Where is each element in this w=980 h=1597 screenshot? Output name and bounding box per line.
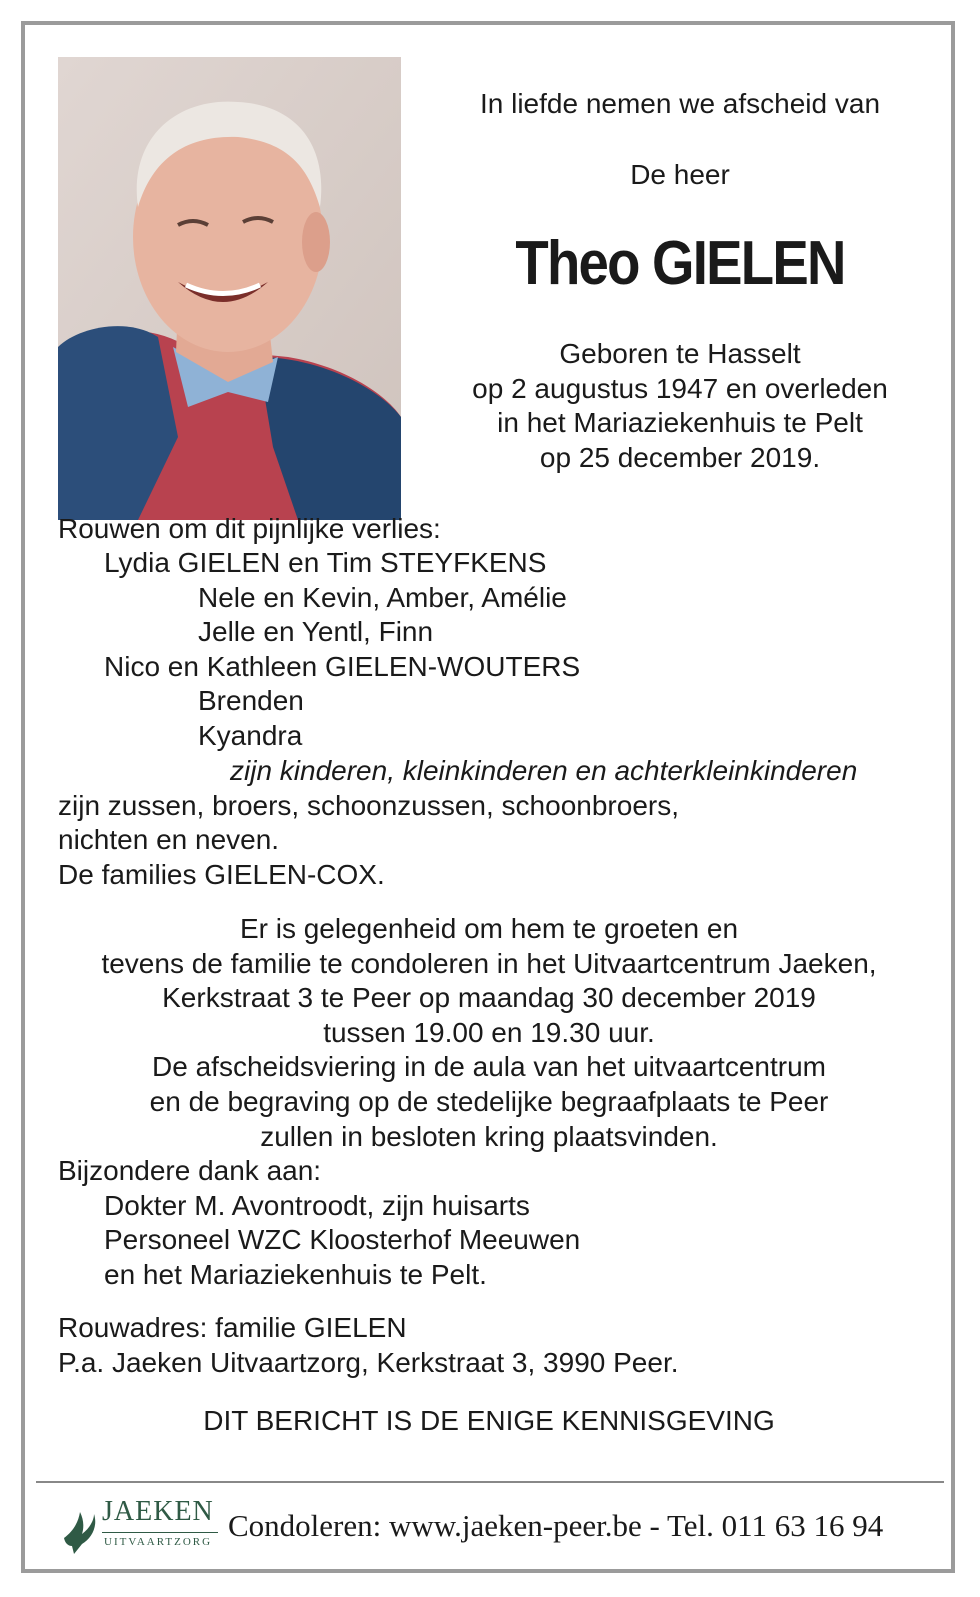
address-line: P.a. Jaeken Uitvaartzorg, Kerkstraat 3, 3990 Peer.	[58, 1347, 679, 1378]
thanks-item: Dokter M. Avontroodt, zijn huisarts	[104, 1190, 530, 1221]
logo-name: JAEKEN	[102, 1496, 214, 1527]
intro-text: In liefde nemen we afscheid van	[479, 88, 881, 119]
notice-text: DIT BERICHT IS DE ENIGE KENNISGEVING	[203, 1405, 775, 1436]
birth-line: op 2 augustus 1947 en overleden	[472, 373, 888, 404]
mourners-families: De families GIELEN-COX.	[58, 859, 385, 890]
deceased-name: Theo GIELEN	[515, 229, 845, 298]
mourner-grandchild: Kyandra	[198, 720, 303, 751]
title-prefix: De heer	[630, 159, 730, 190]
mourner-child: Lydia GIELEN en Tim STEYFKENS	[104, 547, 547, 578]
contact-info: Condoleren: www.jaeken-peer.be - Tel. 011 63 16 94	[228, 1508, 884, 1543]
mourners-relation: zijn kinderen, kleinkinderen en achterkleinkinderen	[230, 755, 858, 786]
birth-line: op 25 december 2019.	[539, 442, 821, 473]
footer-divider	[36, 1481, 944, 1483]
birth-line: Geboren te Hasselt	[559, 338, 801, 369]
thanks-item: Personeel WZC Kloosterhof Meeuwen	[104, 1224, 581, 1255]
ceremony-line: tussen 19.00 en 19.30 uur.	[323, 1017, 655, 1048]
portrait-photo	[58, 57, 401, 520]
mourners-siblings: nichten en neven.	[58, 824, 280, 855]
ceremony-line: en de begraving op de stedelijke begraafplaats te Peer	[149, 1086, 829, 1117]
address-line: Rouwadres: familie GIELEN	[58, 1312, 407, 1343]
birth-line: in het Mariaziekenhuis te Pelt	[497, 407, 863, 438]
ceremony-line: De afscheidsviering in de aula van het uitvaartcentrum	[152, 1051, 826, 1082]
mourner-child: Nico en Kathleen GIELEN-WOUTERS	[104, 651, 581, 682]
logo-rule	[102, 1532, 218, 1533]
thanks-heading: Bijzondere dank aan:	[58, 1155, 322, 1186]
jaeken-logo	[60, 1498, 220, 1558]
ceremony-line: Kerkstraat 3 te Peer op maandag 30 december 2019	[162, 982, 816, 1013]
mourners-heading: Rouwen om dit pijnlijke verlies:	[58, 513, 441, 544]
ceremony-line: Er is gelegenheid om hem te groeten en	[239, 913, 739, 944]
ceremony-line: zullen in besloten kring plaatsvinden.	[260, 1121, 718, 1152]
mourner-grandchild: Brenden	[198, 685, 304, 716]
logo-sub: UITVAARTZORG	[104, 1536, 213, 1548]
mourner-grandchild: Jelle en Yentl, Finn	[198, 616, 434, 647]
mourner-grandchild: Nele en Kevin, Amber, Amélie	[198, 582, 567, 613]
mourners-siblings: zijn zussen, broers, schoonzussen, schoonbroers,	[58, 790, 679, 821]
ceremony-line: tevens de familie te condoleren in het Uitvaartcentrum Jaeken,	[101, 948, 877, 979]
thanks-item: en het Mariaziekenhuis te Pelt.	[104, 1259, 487, 1290]
